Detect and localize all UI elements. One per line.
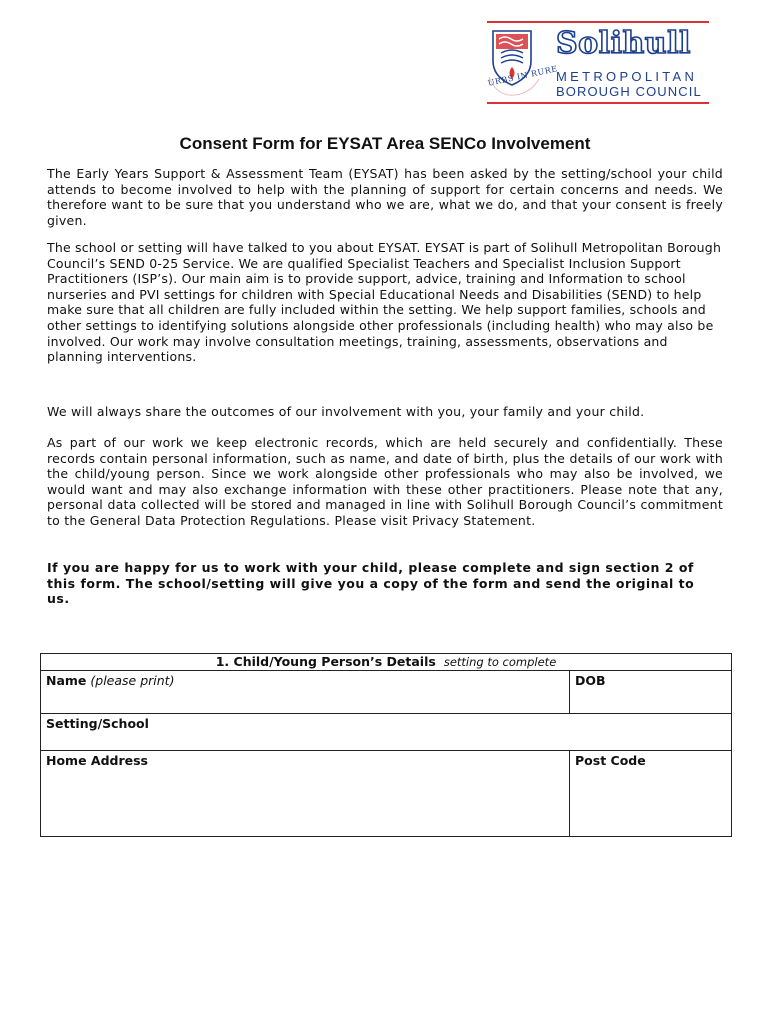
logo-subtitle-line-2: BOROUGH COUNCIL (556, 84, 702, 99)
motto: URBS IN RURE (487, 64, 559, 88)
page-title: Consent Form for EYSAT Area SENCo Involvement (179, 134, 591, 153)
coat-of-arms-icon (487, 27, 551, 99)
about-eysat-paragraph: The school or setting will have talked to you about EYSAT. EYSAT is part of Solihull Metropolitan Borough Council’s SEND 0-25 Service. We are qualified Specialist Teachers and Specialist Inclusion Support Practitioners (ISP’s). Our main aim is to provide support, advice, training and Information to school nurseries and PVI settings for children with Special Educational Needs and Disabilities (SEND) to help make sure that all children are fully included within the setting. We help support families, schools and other settings to identifying solutions alongside other professionals (including health) who may also be involved. Our work may involve consultation meetings, training, assessments, observations and planning interventions. (47, 240, 722, 365)
post-code-field[interactable] (570, 751, 732, 837)
dob-field[interactable] (570, 671, 732, 714)
dob-label: DOB (575, 673, 606, 688)
section-1-note: setting to complete (443, 655, 557, 669)
post-code-label: Post Code (575, 753, 646, 768)
logo-subtitle-line-1: METROPOLITAN (556, 69, 698, 84)
section-1-heading: 1. Child/Young Person’s Details setting to complete (41, 654, 732, 671)
name-field[interactable] (41, 671, 570, 714)
home-address-field[interactable] (41, 751, 570, 837)
name-note: (please print) (90, 673, 175, 688)
home-address-label: Home Address (46, 753, 148, 768)
name-label: Name (46, 673, 87, 688)
consent-instruction: If you are happy for us to work with your child, please complete and sign section 2 of this form. The school/setting will give you a copy of the form and send the original to us. (47, 560, 695, 607)
council-logo (487, 21, 709, 104)
outcomes-paragraph: We will always share the outcomes of our involvement with you, your family and your child. (47, 404, 645, 419)
setting-school-field[interactable] (41, 714, 732, 751)
logo-wordmark: Solihull (556, 26, 691, 61)
child-details-table (40, 653, 732, 837)
intro-paragraph: The Early Years Support & Assessment Team (EYSAT) has been asked by the setting/school your child attends to become involved to help with the planning of support for certain concerns and needs. We therefore want to be sure that you understand who we are, what we do, and that your consent is freely given. (47, 166, 723, 228)
setting-school-label: Setting/School (46, 716, 149, 731)
records-paragraph: As part of our work we keep electronic records, which are held securely and confidentially. These records contain personal information, such as name, and date of birth, plus the details of our work with the child/young person. Since we work alongside other professionals who may also be involved, we would want and may also exchange information with these other practitioners. Please note that any, personal data collected will be stored and managed in line with Solihull Borough Council’s commitment to the General Data Protection Regulations. Please visit Privacy Statement. (47, 435, 723, 528)
